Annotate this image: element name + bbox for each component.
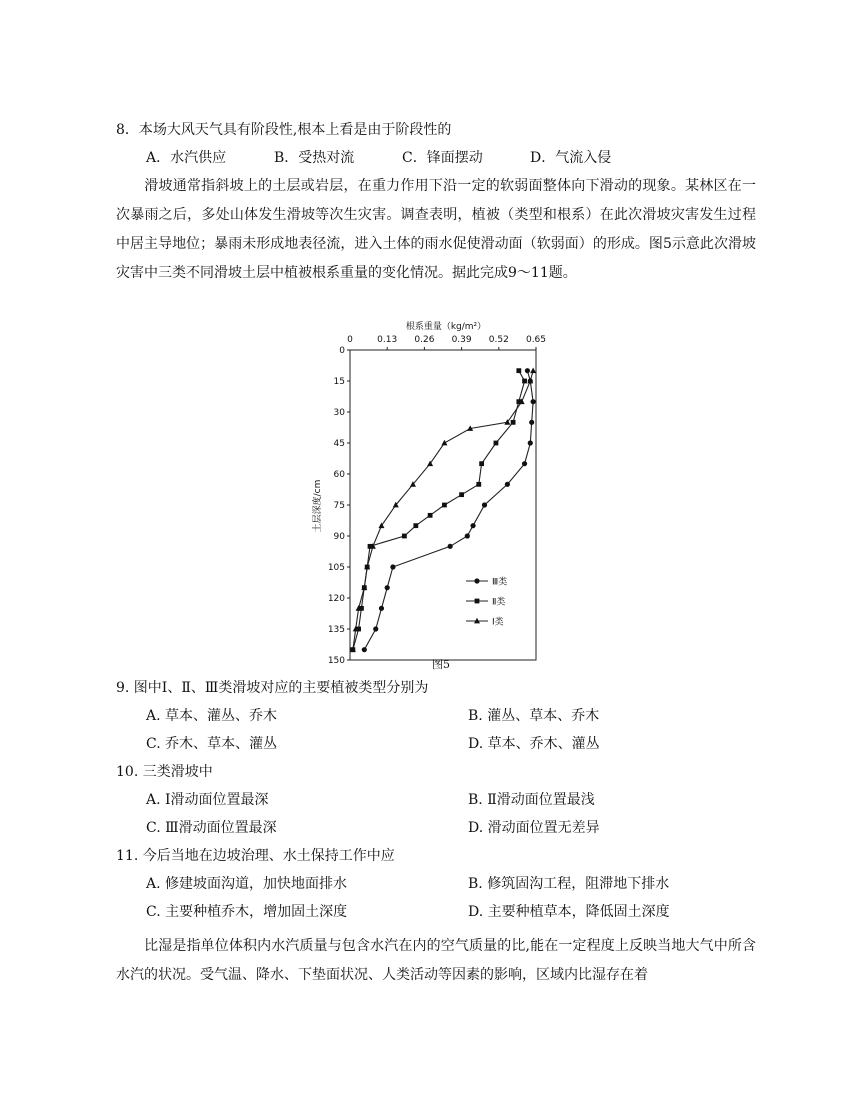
data-point-2 [522, 379, 527, 384]
root-weight-chart [300, 316, 560, 676]
q11-option-d: D. 主要种植草本，降低固土深度 [468, 904, 670, 920]
y-tick-label: 60 [333, 470, 345, 480]
data-point-2 [479, 461, 484, 466]
q8-option-b: B．受热对流 [274, 150, 355, 166]
legend-label: Ⅰ类 [492, 617, 504, 628]
q10-option-b: B. Ⅱ滑动面位置最浅 [468, 792, 595, 808]
data-point-1 [525, 368, 530, 373]
data-point-2 [428, 513, 433, 518]
y-tick-label: 75 [333, 501, 345, 511]
data-point-1 [465, 533, 470, 538]
data-point-1 [373, 626, 378, 631]
data-point-3 [530, 367, 536, 373]
data-point-1 [505, 482, 510, 487]
y-tick-label: 45 [333, 439, 345, 449]
y-tick-label: 15 [333, 377, 345, 387]
q9-option-b: B. 灌丛、草本、乔木 [468, 708, 600, 724]
passage-landslide [116, 172, 756, 288]
data-point-1 [470, 523, 475, 528]
legend-marker [475, 599, 480, 604]
figure-caption: 图5 [432, 658, 450, 671]
data-point-2 [476, 482, 481, 487]
passage-specific-humidity-text: 比湿是指单位体积内水汽质量与包含水汽在内的空气质量的比,能在一定程度上反映当地大气中所含水汽的状况。受气温、降水、下垫面状况、人类活动等因素的影响，区域内比湿存在着 [116, 938, 756, 983]
x-tick-label: 0.52 [488, 335, 509, 345]
figure-5 [300, 316, 560, 676]
q11-stem: 11. 今后当地在边坡治理、水土保持工作中应 [116, 848, 395, 864]
data-point-2 [511, 420, 516, 425]
q10-option-a: A. Ⅰ滑动面位置最深 [146, 792, 269, 808]
y-tick-label: 90 [333, 532, 345, 542]
data-point-3 [441, 440, 447, 446]
q10-stem: 10. 三类滑坡中 [116, 764, 213, 780]
data-point-2 [402, 534, 407, 539]
data-point-1 [531, 399, 536, 404]
q10-option-d: D. 滑动面位置无差异 [468, 820, 600, 836]
data-point-1 [529, 420, 534, 425]
data-point-1 [482, 502, 487, 507]
series-line-1 [364, 371, 533, 650]
q9-option-d: D. 草本、乔木、灌丛 [468, 736, 600, 752]
y-axis-label: 土层深度/cm [313, 479, 323, 533]
legend-marker [474, 578, 479, 583]
y-tick-label: 150 [327, 656, 345, 666]
series-group [350, 367, 536, 652]
x-tick-label: 0.65 [525, 335, 547, 345]
data-point-1 [385, 585, 390, 590]
data-point-1 [448, 544, 453, 549]
q9-option-a: A. 草本、灌丛、乔木 [146, 708, 278, 724]
y-tick-label: 105 [327, 563, 345, 573]
q10-option-c: C. Ⅲ滑动面位置最深 [146, 820, 277, 836]
x-tick-label: 0.26 [414, 335, 435, 345]
x-tick-label: 0.39 [451, 335, 472, 345]
series-line-2 [353, 371, 525, 650]
legend [466, 576, 507, 628]
passage-landslide-text: 滑坡通常指斜坡上的土层或岩层，在重力作用下沿一定的软弱面整体向下滑动的现象。某林区在一次暴雨之后，多处山体发生滑坡等次生灾害。调查表明，植被（类型和根系）在此次滑坡灾害发生过程中居主导地位；暴雨未形成地表径流，进入土体的雨水促使滑动面（软弱面）的形成。图5示意此次滑坡灾害中三类不同滑坡土层中植被根系重量的变化情况。据此完成9～11题。 [116, 178, 756, 281]
data-point-2 [413, 523, 418, 528]
q8-option-c: C．锋面摆动 [402, 150, 483, 166]
data-point-2 [516, 368, 521, 373]
q11-option-c: C. 主要种植乔木，增加固土深度 [146, 904, 348, 920]
q11-option-a: A. 修建坡面沟道，加快地面排水 [146, 876, 348, 892]
data-point-2 [494, 441, 499, 446]
q8-stem: 8．本场大风天气具有阶段性,根本上看是由于阶段性的 [116, 122, 452, 138]
q11-option-b: B. 修筑固沟工程，阻滞地下排水 [468, 876, 670, 892]
data-point-1 [528, 440, 533, 445]
legend-label: Ⅱ类 [492, 597, 506, 608]
q8-option-a: A．水汽供应 [146, 150, 227, 166]
x-axis-label: 根系重量（kg/m²） [405, 322, 487, 332]
data-point-2 [442, 503, 447, 508]
q8-option-d: D．气流入侵 [530, 150, 612, 166]
x-tick-label: 0 [347, 335, 353, 345]
data-point-1 [522, 461, 527, 466]
legend-label: Ⅲ类 [492, 577, 508, 588]
y-tick-label: 135 [327, 625, 345, 635]
q9-option-c: C. 乔木、草本、灌丛 [146, 736, 278, 752]
y-tick-label: 120 [327, 594, 345, 604]
data-point-1 [390, 564, 395, 569]
data-point-2 [459, 492, 464, 497]
passage-specific-humidity [116, 932, 756, 990]
data-point-1 [379, 606, 384, 611]
x-tick-label: 0.13 [377, 335, 398, 345]
y-tick-label: 0 [339, 346, 345, 356]
y-tick-label: 30 [333, 408, 345, 418]
data-point-1 [362, 647, 367, 652]
q9-stem: 9. 图中Ⅰ、Ⅱ、Ⅲ类滑坡对应的主要植被类型分别为 [116, 680, 429, 696]
